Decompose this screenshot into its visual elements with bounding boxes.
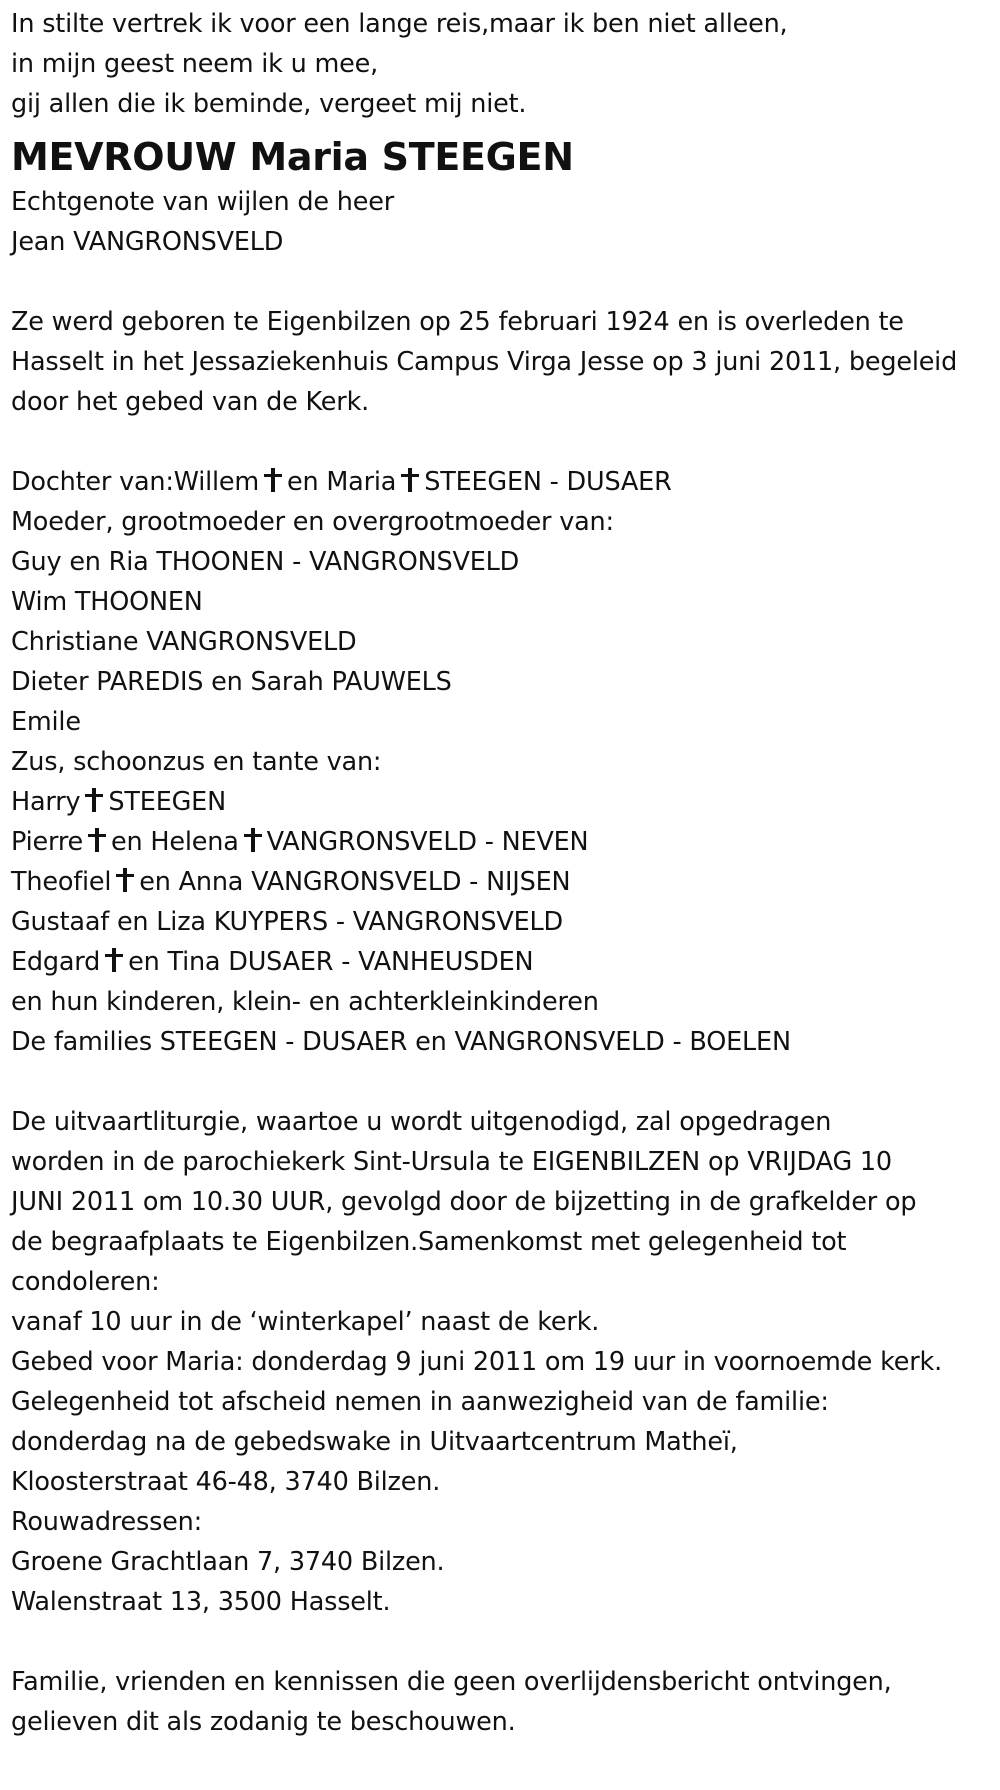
poem-line: gij allen die ik beminde, vergeet mij niet. — [11, 89, 527, 119]
poem-line: in mijn geest neem ik u mee, — [11, 49, 379, 79]
text-line: donderdag na de gebedswake in Uitvaartcentrum Matheï, — [11, 1427, 738, 1457]
cross-icon — [262, 468, 284, 492]
cross-icon — [114, 868, 136, 892]
text-line: JUNI 2011 om 10.30 UUR, gevolgd door de bijzetting in de grafkelder op — [11, 1187, 917, 1217]
family-member — [11, 782, 996, 822]
text-line: Kloosterstraat 46-48, 3740 Bilzen. — [11, 1467, 441, 1497]
text-segment: en Helena — [111, 827, 239, 857]
text-segment: en Tina DUSAER - VANHEUSDEN — [128, 947, 534, 977]
text-line: de begraafplaats te Eigenbilzen.Samenkomst met gelegenheid tot — [11, 1227, 847, 1257]
text-line: Gebed voor Maria: donderdag 9 juni 2011 om 19 uur in voornoemde kerk. — [11, 1347, 942, 1377]
poem — [11, 4, 996, 124]
poem-line: In stilte vertrek ik voor een lange reis,maar ik ben niet alleen, — [11, 9, 788, 39]
sister-of-line: Zus, schoonzus en tante van: — [11, 747, 382, 777]
text-line: Hasselt in het Jessaziekenhuis Campus Virga Jesse op 3 juni 2011, begeleid — [11, 347, 958, 377]
text-line: De uitvaartliturgie, waartoe u wordt uitgenodigd, zal opgedragen — [11, 1107, 832, 1137]
obituary-notice — [11, 4, 996, 1742]
cross-icon — [399, 468, 421, 492]
text-line: Rouwadressen: — [11, 1507, 203, 1537]
spouse-line: Echtgenote van wijlen de heer — [11, 187, 394, 217]
text-segment: en Maria — [287, 467, 397, 497]
cross-icon — [242, 828, 264, 852]
text-line: gelieven dit als zodanig te beschouwen. — [11, 1707, 516, 1737]
text-line: Groene Grachtlaan 7, 3740 Bilzen. — [11, 1547, 445, 1577]
spouse-name: Jean VANGRONSVELD — [11, 227, 284, 257]
family-member: Christiane VANGRONSVELD — [11, 627, 357, 657]
text-line: door het gebed van de Kerk. — [11, 387, 370, 417]
text-segment: VANGRONSVELD - NEVEN — [266, 827, 589, 857]
text-segment: STEEGEN — [108, 787, 226, 817]
cross-icon — [86, 828, 108, 852]
text-line: Gelegenheid tot afscheid nemen in aanwezigheid van de familie: — [11, 1387, 829, 1417]
family-member: Dieter PAREDIS en Sarah PAUWELS — [11, 667, 452, 697]
text-segment: en Anna VANGRONSVELD - NIJSEN — [139, 867, 571, 897]
family-list — [11, 462, 996, 1062]
text-line: vanaf 10 uur in de ‘winterkapel’ naast de kerk. — [11, 1307, 600, 1337]
family-member: Guy en Ria THOONEN - VANGRONSVELD — [11, 547, 520, 577]
family-member — [11, 942, 996, 982]
text-segment: STEEGEN - DUSAER — [424, 467, 672, 497]
cross-icon — [83, 788, 105, 812]
text-segment: Harry — [11, 787, 81, 817]
descendants-line: en hun kinderen, klein- en achterkleinkinderen — [11, 987, 599, 1017]
mother-of-line: Moeder, grootmoeder en overgrootmoeder van: — [11, 507, 614, 537]
family-member: Wim THOONEN — [11, 587, 203, 617]
families-line: De families STEEGEN - DUSAER en VANGRONSVELD - BOELEN — [11, 1027, 791, 1057]
cross-icon — [103, 948, 125, 972]
text-line: Ze werd geboren te Eigenbilzen op 25 februari 1924 en is overleden te — [11, 307, 904, 337]
family-member: Emile — [11, 707, 81, 737]
family-member — [11, 822, 996, 862]
text-line: Walenstraat 13, 3500 Hasselt. — [11, 1587, 391, 1617]
closing-paragraph — [11, 1662, 996, 1742]
text-line: worden in de parochiekerk Sint-Ursula te EIGENBILZEN op VRIJDAG 10 — [11, 1147, 892, 1177]
text-segment: Edgard — [11, 947, 101, 977]
family-member — [11, 862, 996, 902]
family-member: Gustaaf en Liza KUYPERS - VANGRONSVELD — [11, 907, 563, 937]
text-segment: Theofiel — [11, 867, 112, 897]
deceased-name: MEVROUW Maria STEEGEN — [11, 135, 574, 179]
text-line: condoleren: — [11, 1267, 160, 1297]
ceremony-paragraph — [11, 1102, 996, 1622]
text-segment: Dochter van:Willem — [11, 467, 260, 497]
birth-death-paragraph — [11, 302, 996, 422]
daughter-of-line — [11, 462, 996, 502]
text-segment: Pierre — [11, 827, 84, 857]
text-line: Familie, vrienden en kennissen die geen overlijdensbericht ontvingen, — [11, 1667, 892, 1697]
